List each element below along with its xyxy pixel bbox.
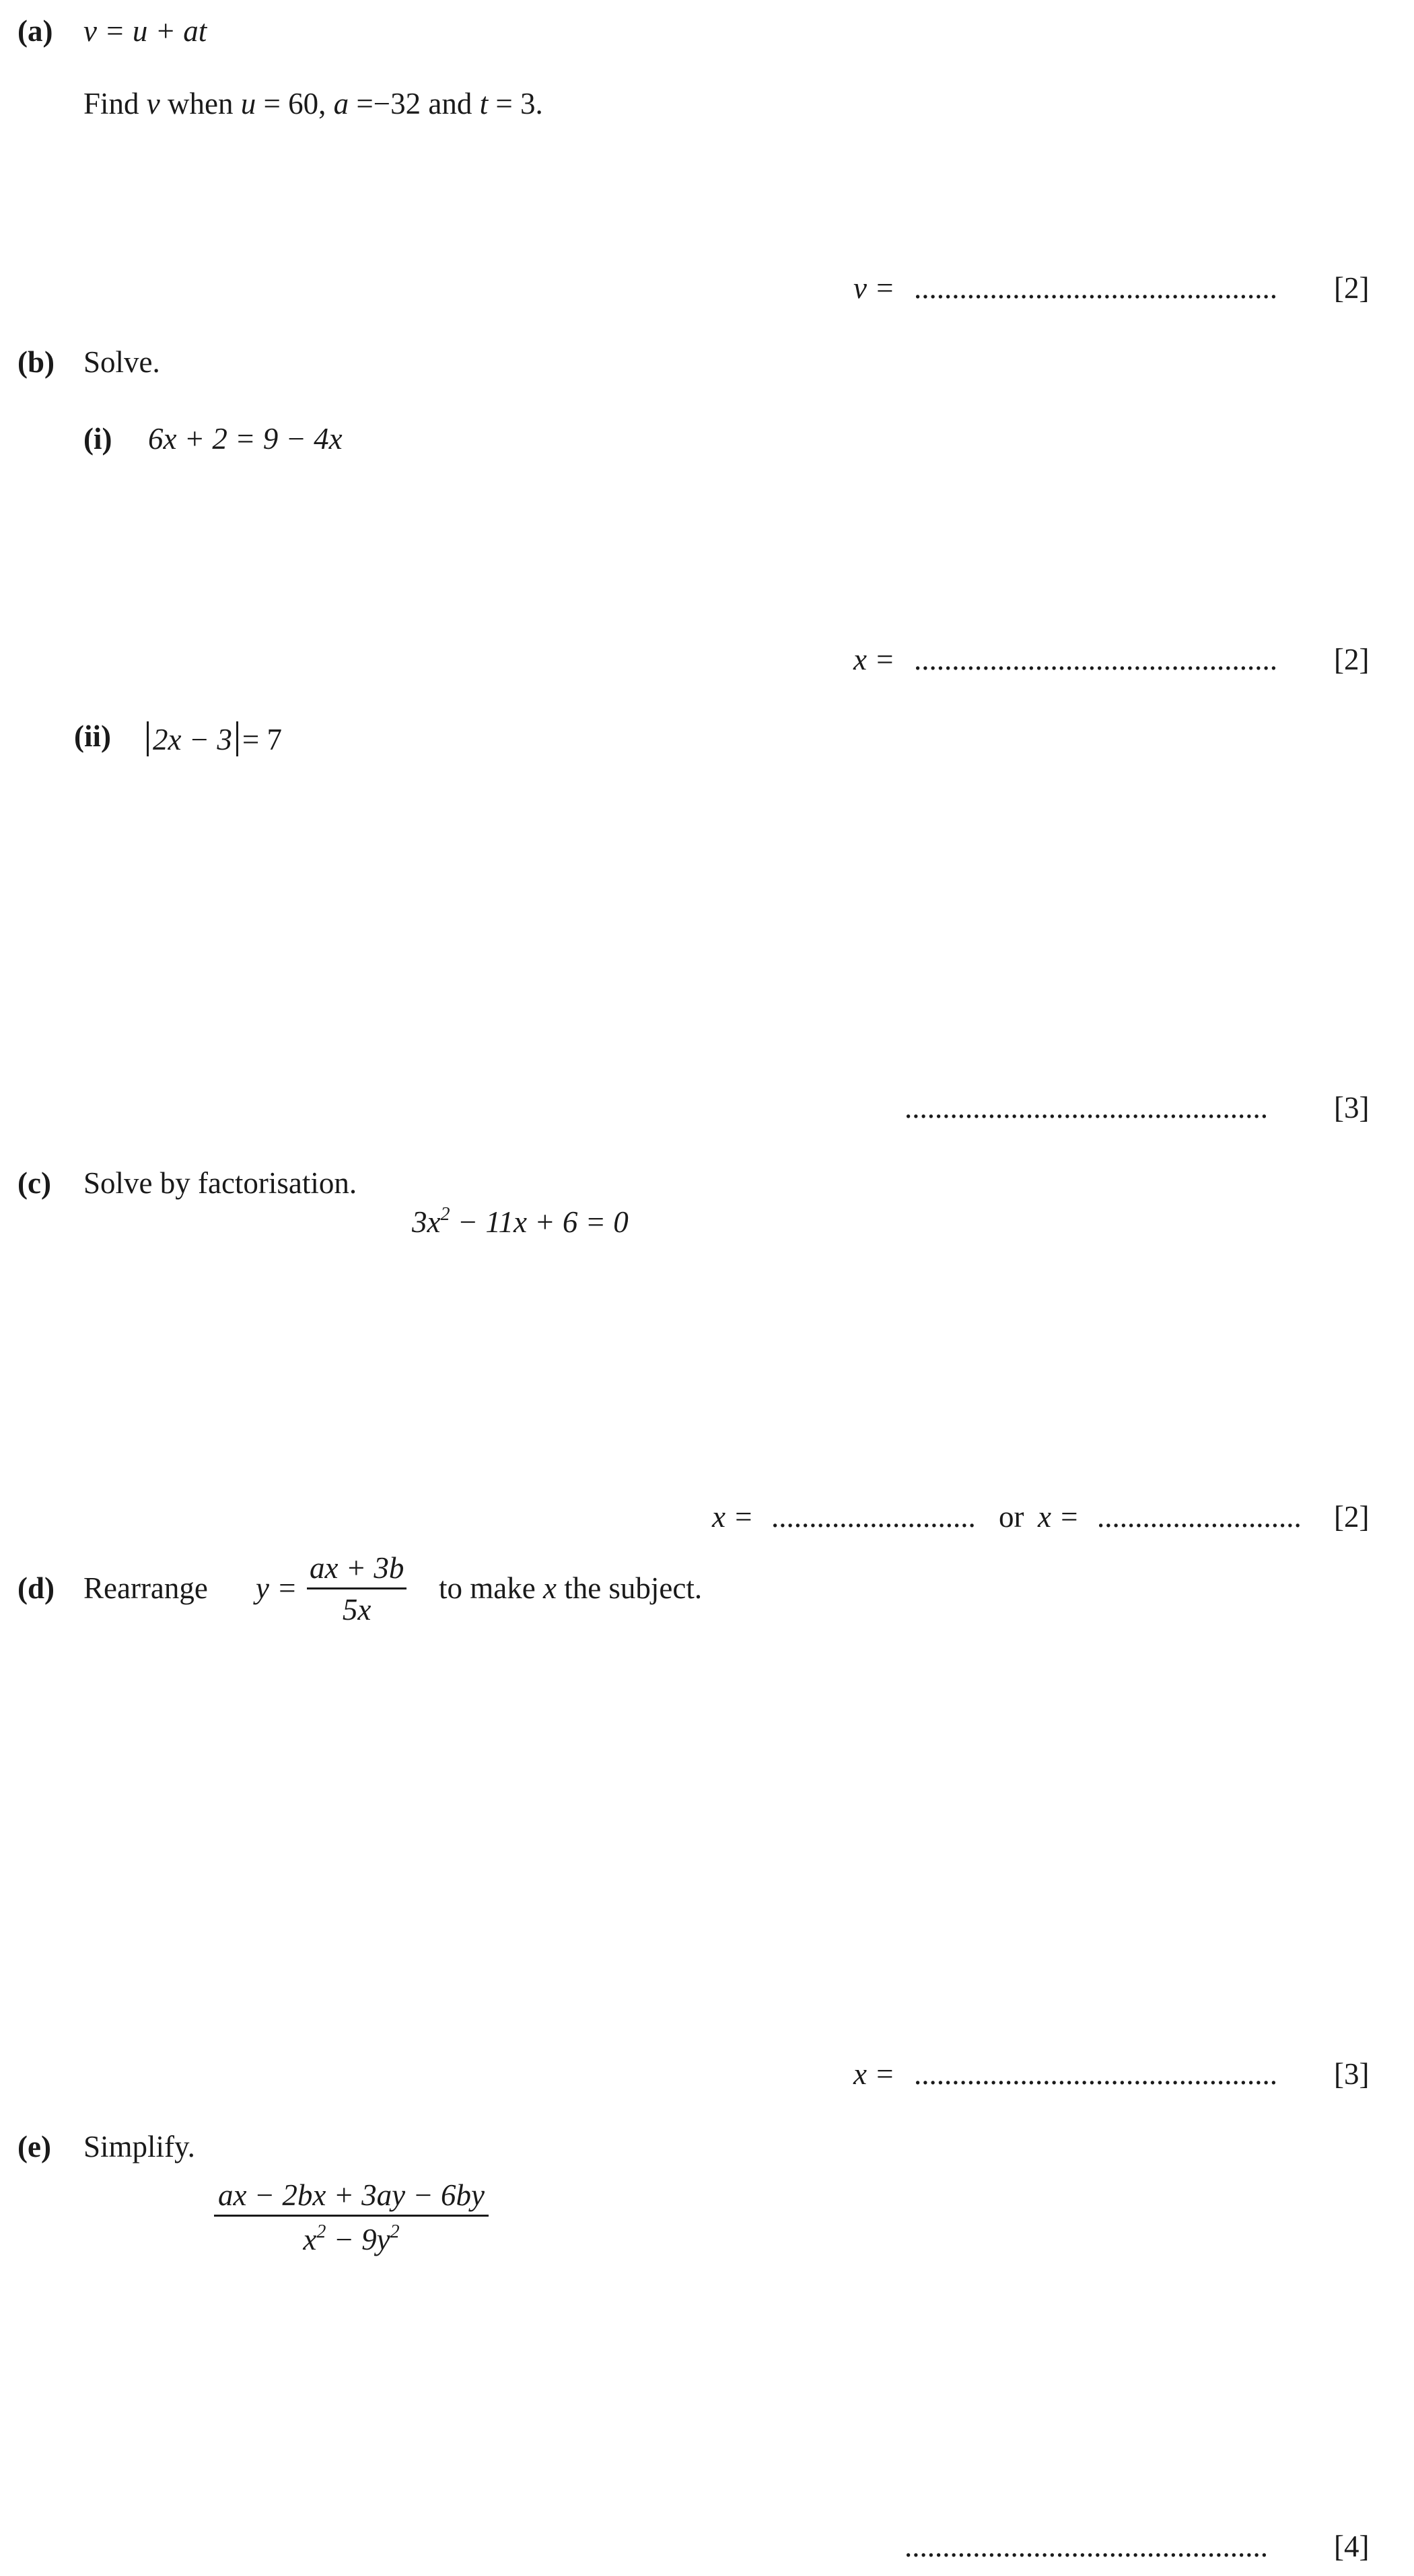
den-term: − 9y: [326, 2223, 390, 2256]
abs-bar-left: [147, 721, 149, 756]
part-e-fraction: [214, 2180, 489, 2255]
part-a-marks: [2]: [1334, 271, 1370, 305]
prompt-var-t: t: [479, 87, 489, 120]
prompt-var-v: v: [146, 87, 160, 120]
part-d-fraction: [307, 1553, 406, 1625]
fraction-denominator: 5x: [307, 1587, 406, 1625]
part-b-i-label: (i): [83, 422, 112, 456]
fraction-numerator: ax − 2bx + 3ay − 6by: [218, 2178, 485, 2212]
part-b-label: (b): [17, 345, 55, 379]
prompt-text: Find: [83, 87, 147, 120]
part-d-lhs: y =: [256, 1571, 297, 1605]
prompt-text: = 60,: [256, 87, 334, 120]
part-d-label: (d): [17, 1571, 55, 1605]
den-exponent: 2: [390, 2221, 400, 2242]
part-d-answer-var: x =: [853, 2057, 895, 2091]
part-d-marks: [3]: [1334, 2057, 1370, 2091]
eq-rhs: = 7: [242, 723, 282, 756]
part-c-marks: [2]: [1334, 1500, 1370, 1534]
part-b-ii-answer-line[interactable]: ................................................: [905, 1091, 1268, 1124]
eq-term: − 11x + 6 = 0: [450, 1205, 629, 1239]
part-b-ii-marks: [3]: [1334, 1091, 1370, 1124]
part-a-answer-line[interactable]: ................................................: [914, 271, 1277, 305]
prompt-text: = 3.: [488, 87, 543, 120]
part-d-rearrange: Rearrange: [83, 1571, 208, 1605]
part-a-label: (a): [17, 14, 53, 48]
part-e-label: (e): [17, 2130, 51, 2163]
prompt-var-u: u: [240, 87, 256, 120]
part-d-answer-line[interactable]: ................................................: [914, 2057, 1277, 2091]
fraction-numerator: ax + 3b: [310, 1551, 404, 1585]
part-c-or: or: [999, 1500, 1024, 1534]
part-a-formula: v = u + at: [83, 14, 207, 48]
part-a-prompt: [83, 89, 543, 119]
part-b-i-answer-var: x =: [853, 643, 895, 676]
part-b-i-answer-line[interactable]: ................................................: [914, 643, 1277, 676]
tail-var-x: x: [542, 1571, 557, 1605]
part-b-ii-label: (ii): [74, 719, 111, 753]
part-e-answer-line[interactable]: ................................................: [905, 2530, 1268, 2563]
den-exponent: 2: [316, 2221, 326, 2242]
prompt-text: =−32 and: [349, 87, 480, 120]
den-term: x: [303, 2223, 317, 2256]
part-b-i-equation: 6x + 2 = 9 − 4x: [148, 422, 343, 456]
prompt-text: when: [160, 87, 241, 120]
eq-term: 3x: [412, 1205, 441, 1239]
part-c-label: (c): [17, 1166, 51, 1200]
part-c-answer-line-1[interactable]: ...........................: [771, 1500, 976, 1534]
eq-exponent: 2: [440, 1204, 450, 1225]
part-e-marks: [4]: [1334, 2530, 1370, 2563]
part-c-answer-var-1: x =: [712, 1500, 754, 1534]
part-e-instruction: Simplify.: [83, 2130, 195, 2163]
part-c-answer-var-2: x =: [1038, 1500, 1080, 1534]
abs-inner: 2x − 3: [153, 723, 232, 756]
part-c-equation: [412, 1204, 629, 1239]
part-c-instruction: Solve by factorisation.: [83, 1166, 357, 1200]
abs-bar-right: [236, 721, 238, 756]
part-b-ii-equation: [143, 721, 282, 756]
fraction-denominator: [214, 2215, 489, 2255]
part-d-tail: [439, 1573, 702, 1604]
tail-text: the subject.: [556, 1571, 703, 1605]
part-a-answer-var: v =: [853, 271, 895, 305]
part-b-instruction: Solve.: [83, 345, 160, 379]
tail-text: to make: [439, 1571, 543, 1605]
part-c-answer-line-2[interactable]: ...........................: [1097, 1500, 1302, 1534]
prompt-var-a: a: [333, 87, 349, 120]
part-b-i-marks: [2]: [1334, 643, 1370, 676]
